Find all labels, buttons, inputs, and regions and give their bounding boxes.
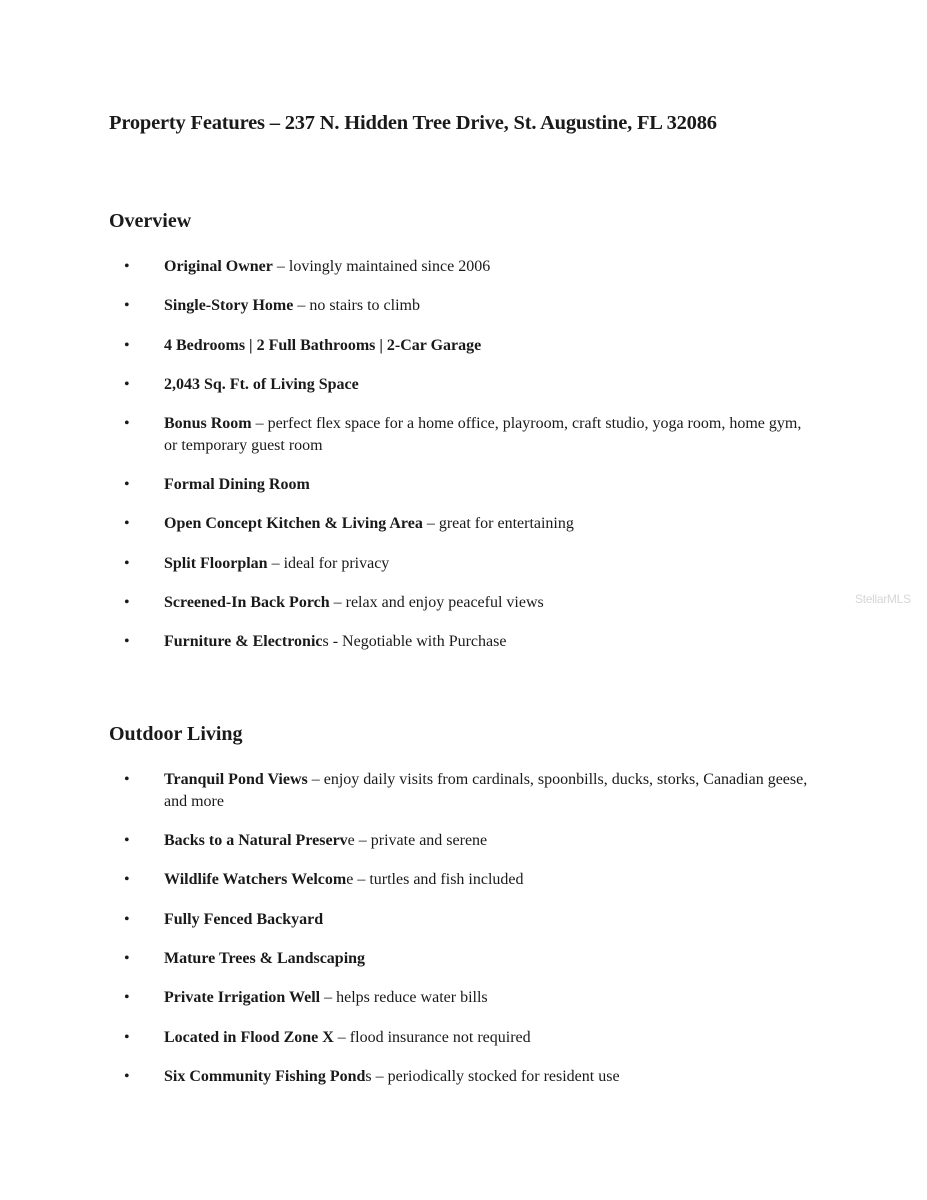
feature-detail: – great for entertaining bbox=[422, 515, 574, 532]
bullet-icon: • bbox=[124, 989, 130, 1006]
feature-name: 2,043 Sq. Ft. of Living Space bbox=[164, 376, 359, 393]
feature-detail: – lovingly maintained since 2006 bbox=[272, 258, 491, 275]
feature-name: Located in Flood Zone X bbox=[164, 1029, 334, 1046]
bullet-icon: • bbox=[124, 555, 130, 572]
feature-name: Mature Trees & Landscaping bbox=[164, 950, 366, 967]
feature-detail: – ideal for privacy bbox=[267, 555, 390, 572]
feature-name: Original Owner bbox=[164, 258, 273, 275]
feature-detail: – no stairs to climb bbox=[293, 297, 420, 314]
bullet-icon: • bbox=[124, 415, 130, 432]
section-heading-outdoor-living: Outdoor Living bbox=[109, 723, 243, 745]
bullet-icon: • bbox=[124, 594, 130, 611]
bullet-icon: • bbox=[124, 476, 130, 493]
feature-name: Screened-In Back Porch bbox=[164, 594, 330, 611]
section-heading-overview: Overview bbox=[109, 210, 192, 232]
bullet-icon: • bbox=[124, 1068, 130, 1085]
feature-detail: e – private and serene bbox=[347, 832, 488, 849]
feature-name: Wildlife Watchers Welcom bbox=[164, 871, 347, 888]
feature-name: Bonus Room bbox=[164, 415, 252, 432]
bullet-icon: • bbox=[124, 258, 130, 275]
bullet-icon: • bbox=[124, 376, 130, 393]
feature-name: Single-Story Home bbox=[164, 297, 294, 314]
bullet-icon: • bbox=[124, 337, 130, 354]
bullet-icon: • bbox=[124, 515, 130, 532]
feature-name: 4 Bedrooms | 2 Full Bathrooms | 2-Car Garage bbox=[164, 337, 482, 354]
feature-detail: – helps reduce water bills bbox=[320, 989, 488, 1006]
feature-detail: s – periodically stocked for resident use bbox=[365, 1068, 620, 1085]
feature-name: Fully Fenced Backyard bbox=[164, 911, 324, 928]
bullet-icon: • bbox=[124, 950, 130, 967]
bullet-icon: • bbox=[124, 771, 130, 788]
feature-detail: s - Negotiable with Purchase bbox=[322, 633, 507, 650]
document-title: Property Features – 237 N. Hidden Tree Drive, St. Augustine, FL 32086 bbox=[109, 112, 717, 134]
feature-detail: e – turtles and fish included bbox=[346, 871, 524, 888]
feature-name: Furniture & Electronic bbox=[164, 633, 323, 650]
feature-name: Private Irrigation Well bbox=[164, 989, 321, 1006]
bullet-icon: • bbox=[124, 871, 130, 888]
feature-name: Tranquil Pond Views bbox=[164, 771, 308, 788]
bullet-icon: • bbox=[124, 297, 130, 314]
bullet-icon: • bbox=[124, 633, 130, 650]
feature-name: Split Floorplan bbox=[164, 555, 268, 572]
bullet-icon: • bbox=[124, 832, 130, 849]
feature-name: Formal Dining Room bbox=[164, 476, 310, 493]
feature-name: Open Concept Kitchen & Living Area bbox=[164, 515, 423, 532]
bullet-icon: • bbox=[124, 1029, 130, 1046]
feature-detail: – perfect flex space for a home office, playroom, craft studio, yoga room, home gym, or temporary guest room bbox=[164, 415, 802, 454]
feature-detail: – enjoy daily visits from cardinals, spoonbills, ducks, storks, Canadian geese, and more bbox=[164, 771, 808, 810]
bullet-icon: • bbox=[124, 911, 130, 928]
watermark-logo: StellarMLS bbox=[855, 592, 911, 606]
feature-name: Backs to a Natural Preserv bbox=[164, 832, 348, 849]
feature-detail: – relax and enjoy peaceful views bbox=[329, 594, 544, 611]
feature-detail: – flood insurance not required bbox=[333, 1029, 531, 1046]
feature-name: Six Community Fishing Pond bbox=[164, 1068, 366, 1085]
